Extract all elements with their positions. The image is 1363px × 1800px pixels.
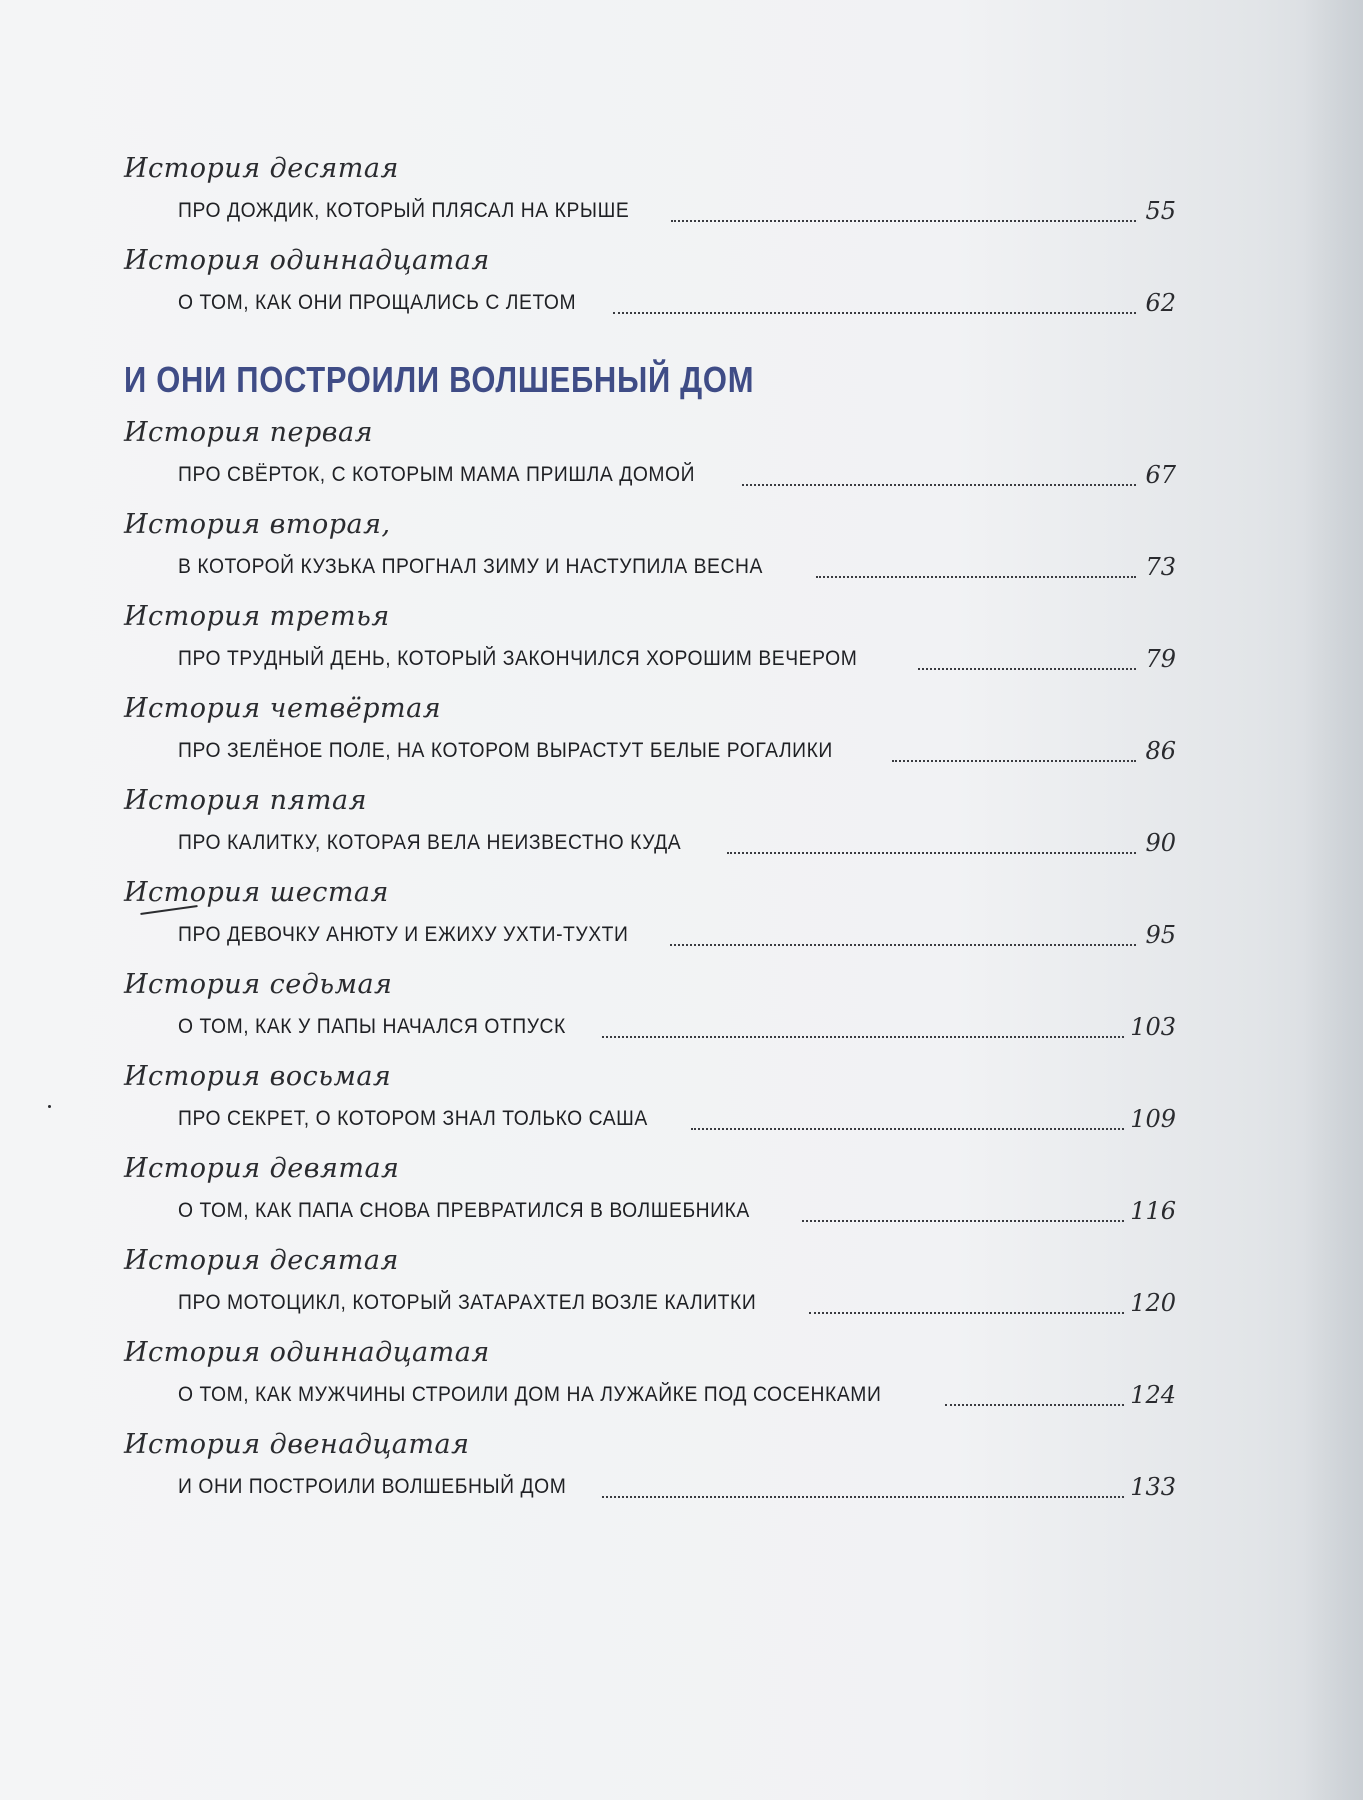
toc-line	[124, 1374, 1176, 1416]
story-title: ПРО СЕКРЕТ, О КОТОРОМ ЗНАЛ ТОЛЬКО САША	[178, 1107, 648, 1130]
toc-entry[interactable]	[124, 872, 1176, 956]
story-number-label: История восьмая	[124, 1061, 392, 1092]
story-number-label: История десятая	[124, 1245, 399, 1276]
toc-line	[124, 546, 1176, 588]
story-title: ПРО КАЛИТКУ, КОТОРАЯ ВЕЛА НЕИЗВЕСТНО КУДА	[178, 831, 682, 854]
dot-leader	[816, 575, 1136, 578]
story-number-label: История седьмая	[124, 969, 393, 1000]
table-of-contents	[124, 140, 1176, 1508]
section-heading[interactable]: И ОНИ ПОСТРОИЛИ ВОЛШЕБНЫЙ ДОМ	[124, 359, 755, 400]
toc-line	[124, 454, 1176, 496]
page-number: 67	[1145, 461, 1176, 489]
dot-leader	[727, 851, 1136, 854]
dot-leader	[945, 1403, 1125, 1406]
dot-leader	[742, 483, 1136, 486]
page-number: 124	[1130, 1381, 1176, 1409]
page-number: 109	[1130, 1105, 1176, 1133]
story-title: О ТОМ, КАК МУЖЧИНЫ СТРОИЛИ ДОМ НА ЛУЖАЙКЕ ПОД СОСЕНКАМИ	[178, 1383, 882, 1406]
story-number-label: История шестая	[124, 877, 389, 908]
toc-entry[interactable]	[124, 780, 1176, 864]
story-title: В КОТОРОЙ КУЗЬКА ПРОГНАЛ ЗИМУ И НАСТУПИЛА ВЕСНА	[178, 555, 763, 578]
dot-leader	[809, 1311, 1125, 1314]
story-number-label: История первая	[124, 417, 373, 448]
toc-entry[interactable]	[124, 964, 1176, 1048]
story-title: О ТОМ, КАК У ПАПЫ НАЧАЛСЯ ОТПУСК	[178, 1015, 566, 1038]
toc-entry[interactable]	[124, 240, 1176, 324]
story-title: ПРО ТРУДНЫЙ ДЕНЬ, КОТОРЫЙ ЗАКОНЧИЛСЯ ХОРОШИМ ВЕЧЕРОМ	[178, 647, 858, 670]
dot-leader	[602, 1035, 1125, 1038]
toc-entry[interactable]	[124, 1148, 1176, 1232]
toc-entry[interactable]	[124, 1424, 1176, 1508]
dot-leader	[670, 943, 1136, 946]
toc-entry[interactable]	[124, 504, 1176, 588]
story-title: ПРО ДЕВОЧКУ АНЮТУ И ЕЖИХУ УХТИ-ТУХТИ	[178, 923, 629, 946]
toc-entry[interactable]	[124, 412, 1176, 496]
toc-entry[interactable]	[124, 148, 1176, 232]
toc-entry[interactable]	[124, 596, 1176, 680]
page-number: 90	[1145, 829, 1176, 857]
dot-leader	[671, 219, 1136, 222]
dot-leader	[613, 311, 1136, 314]
toc-line	[124, 638, 1176, 680]
page-number: 73	[1145, 553, 1176, 581]
toc-line	[124, 1190, 1176, 1232]
toc-entry[interactable]	[124, 688, 1176, 772]
dot-leader	[892, 759, 1136, 762]
story-title: ПРО ДОЖДИК, КОТОРЫЙ ПЛЯСАЛ НА КРЫШЕ	[178, 199, 630, 222]
toc-line	[124, 1282, 1176, 1324]
story-number-label: История девятая	[124, 1153, 400, 1184]
story-number-label: История одиннадцатая	[124, 245, 490, 276]
toc-line	[124, 1006, 1176, 1048]
page-number: 95	[1145, 921, 1176, 949]
page-number: 79	[1145, 645, 1176, 673]
story-number-label: История четвёртая	[124, 693, 442, 724]
page-number: 55	[1145, 197, 1176, 225]
toc-entry[interactable]	[124, 1332, 1176, 1416]
story-number-label: История десятая	[124, 153, 399, 184]
toc-entry[interactable]	[124, 1240, 1176, 1324]
toc-line	[124, 1098, 1176, 1140]
page-number: 62	[1145, 289, 1176, 317]
toc-line	[124, 730, 1176, 772]
paper-speck	[48, 1105, 51, 1108]
dot-leader	[691, 1127, 1124, 1130]
toc-line	[124, 822, 1176, 864]
toc-entry[interactable]	[124, 1056, 1176, 1140]
page-number: 103	[1130, 1013, 1176, 1041]
page-number: 86	[1145, 737, 1176, 765]
toc-line	[124, 1466, 1176, 1508]
dot-leader	[918, 667, 1136, 670]
story-number-label: История одиннадцатая	[124, 1337, 490, 1368]
story-number-label: История пятая	[124, 785, 368, 816]
dot-leader	[802, 1219, 1125, 1222]
story-number-label: История третья	[124, 601, 390, 632]
page-number: 120	[1130, 1289, 1176, 1317]
toc-line	[124, 282, 1176, 324]
story-title: ПРО СВЁРТОК, С КОТОРЫМ МАМА ПРИШЛА ДОМОЙ	[178, 463, 696, 486]
toc-line	[124, 914, 1176, 956]
story-title: И ОНИ ПОСТРОИЛИ ВОЛШЕБНЫЙ ДОМ	[178, 1475, 567, 1498]
story-title: О ТОМ, КАК ОНИ ПРОЩАЛИСЬ С ЛЕТОМ	[178, 291, 577, 314]
story-title: ПРО ЗЕЛЁНОЕ ПОЛЕ, НА КОТОРОМ ВЫРАСТУТ БЕЛЫЕ РОГАЛИКИ	[178, 739, 833, 762]
page-number: 116	[1130, 1197, 1176, 1225]
story-title: О ТОМ, КАК ПАПА СНОВА ПРЕВРАТИЛСЯ В ВОЛШЕБНИКА	[178, 1199, 750, 1222]
story-number-label: История вторая,	[124, 509, 391, 540]
dot-leader	[602, 1495, 1124, 1498]
story-title: ПРО МОТОЦИКЛ, КОТОРЫЙ ЗАТАРАХТЕЛ ВОЗЛЕ КАЛИТКИ	[178, 1291, 757, 1314]
spine-shadow	[1303, 0, 1363, 1800]
page-number: 133	[1130, 1473, 1176, 1501]
toc-line	[124, 190, 1176, 232]
story-number-label: История двенадцатая	[124, 1429, 470, 1460]
